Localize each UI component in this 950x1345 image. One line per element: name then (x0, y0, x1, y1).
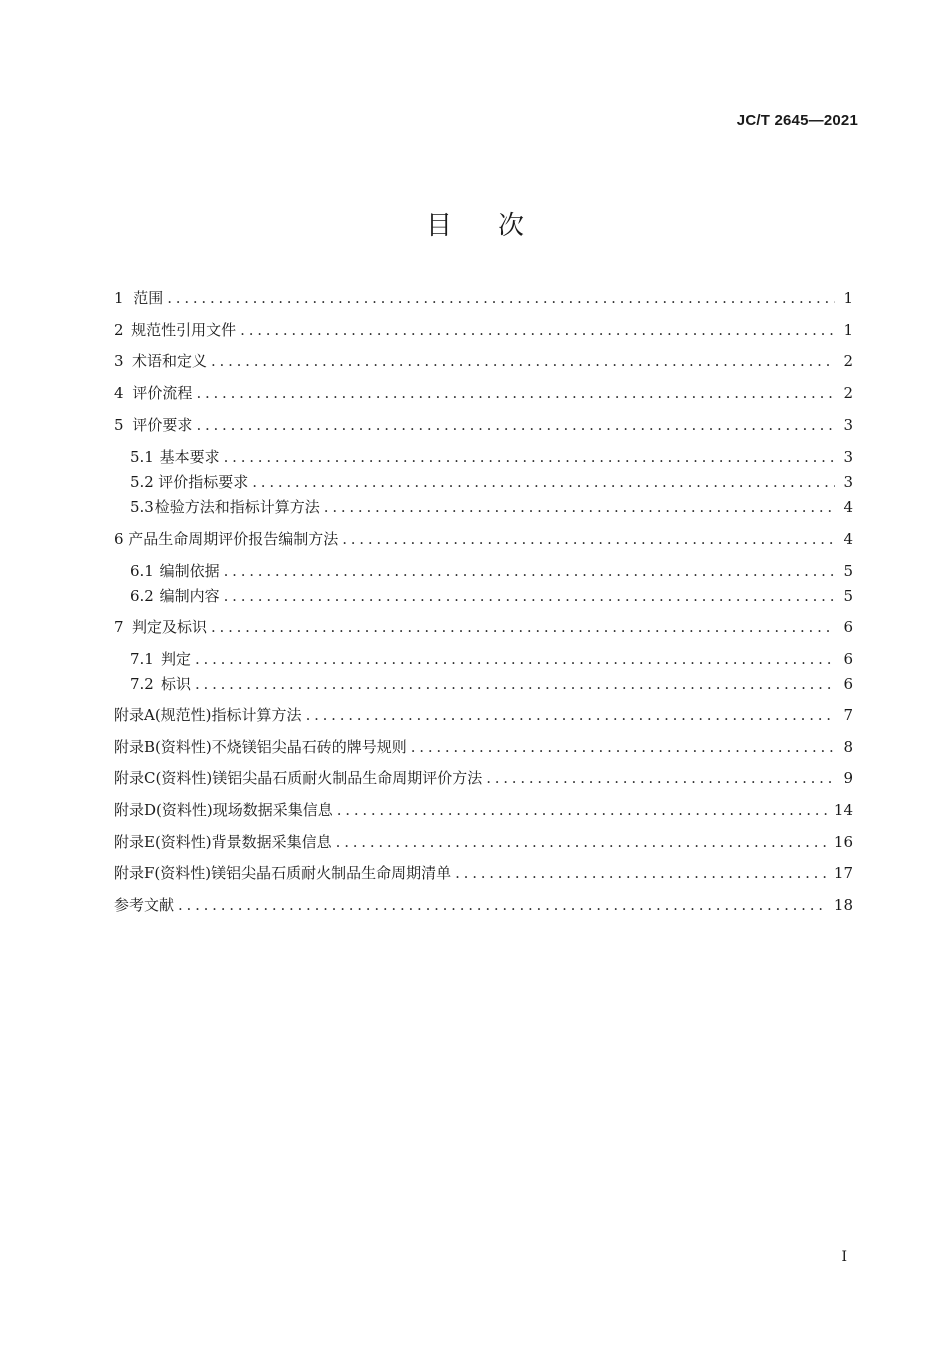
toc-page: 5 (843, 587, 853, 605)
toc-entry-2[interactable] (114, 318, 853, 342)
toc-entry-5-3[interactable] (114, 495, 853, 519)
toc-entry-5[interactable] (114, 413, 853, 437)
dot-leader (336, 830, 828, 854)
toc-number: 附录D(资料性) (114, 801, 213, 819)
toc-label: 现场数据采集信息 (212, 801, 333, 819)
toc-label: 镁铝尖晶石质耐火制品生命周期清单 (211, 864, 452, 882)
toc-number: 7.1 (130, 650, 154, 668)
toc-entry-appendix-e[interactable] (114, 830, 853, 854)
dot-leader (211, 615, 835, 639)
toc-label: 镁铝尖晶石质耐火制品生命周期评价方法 (212, 769, 483, 787)
dot-leader (195, 647, 835, 671)
toc-number: 6 (114, 530, 124, 548)
dot-leader (324, 495, 835, 519)
toc-label: 参考文献 (114, 896, 175, 914)
toc-page: 3 (843, 473, 853, 491)
dot-leader (252, 470, 835, 494)
dot-leader (306, 703, 835, 727)
toc-number: 附录E(资料性) (114, 833, 212, 851)
toc-entry-appendix-d[interactable] (114, 798, 853, 822)
toc-page: 6 (843, 675, 853, 693)
toc-label: 基本要求 (159, 448, 220, 466)
toc-number: 6.1 (130, 562, 154, 580)
toc-number: 2 (114, 321, 124, 339)
toc-number: 5 (114, 416, 124, 434)
toc-number: 附录C(资料性) (114, 769, 213, 787)
toc-label: 判定 (161, 650, 192, 668)
dot-leader (224, 559, 835, 583)
toc-entry-7-2[interactable] (114, 672, 853, 696)
toc-entry-6[interactable] (114, 527, 853, 551)
dot-leader (455, 861, 828, 885)
dot-leader (211, 349, 835, 373)
toc-page: 6 (843, 618, 853, 636)
dot-leader (411, 735, 835, 759)
toc-entry-6-2[interactable] (114, 584, 853, 608)
toc-label: 检验方法和指标计算方法 (154, 498, 320, 516)
toc-entry-appendix-a[interactable] (114, 703, 853, 727)
toc-label: 范围 (133, 289, 164, 307)
toc-page: 4 (843, 530, 853, 548)
toc-label: 规范性引用文件 (131, 321, 237, 339)
toc-page: 1 (843, 289, 853, 307)
toc-number: 附录A(规范性) (114, 706, 212, 724)
toc-page: 7 (843, 706, 853, 724)
toc-number: 附录F(资料性) (114, 864, 212, 882)
toc-page: 14 (833, 801, 853, 819)
toc-page: 2 (843, 384, 853, 402)
toc-entry-appendix-c[interactable] (114, 766, 853, 790)
dot-leader (196, 381, 835, 405)
toc-entry-4[interactable] (114, 381, 853, 405)
toc-entry-1[interactable] (114, 286, 853, 310)
toc-entry-3[interactable] (114, 349, 853, 373)
toc-page: 5 (843, 562, 853, 580)
toc-entry-6-1[interactable] (114, 559, 853, 583)
dot-leader (486, 766, 835, 790)
page-number: I (841, 1249, 847, 1265)
dot-leader (195, 672, 835, 696)
toc-label: 判定及标识 (132, 618, 208, 636)
toc-page: 16 (833, 833, 853, 851)
toc-number: 7.2 (130, 675, 154, 693)
toc-number: 7 (114, 618, 124, 636)
toc-entry-7-1[interactable] (114, 647, 853, 671)
toc-entry-7[interactable] (114, 615, 853, 639)
toc-page: 4 (843, 498, 853, 516)
dot-leader (196, 413, 835, 437)
toc-number: 6.2 (130, 587, 154, 605)
toc-number: 3 (114, 352, 124, 370)
toc-page: 1 (843, 321, 853, 339)
toc-page: 9 (843, 769, 853, 787)
dot-leader (240, 318, 835, 342)
toc-label: 评价流程 (132, 384, 193, 402)
dot-leader (224, 445, 835, 469)
toc-page: 6 (843, 650, 853, 668)
toc-entry-references[interactable] (114, 893, 853, 917)
toc-page: 2 (843, 352, 853, 370)
toc-number: 附录B(资料性) (114, 738, 212, 756)
toc-number: 5.1 (130, 448, 154, 466)
dot-leader (337, 798, 828, 822)
toc-label: 评价指标要求 (158, 473, 249, 491)
toc-label: 标识 (161, 675, 192, 693)
toc-entry-5-2[interactable] (114, 470, 853, 494)
toc-label: 背景数据采集信息 (211, 833, 332, 851)
toc-label: 产品生命周期评价报告编制方法 (128, 530, 339, 548)
toc-page: 3 (843, 448, 853, 466)
toc-entry-appendix-b[interactable] (114, 735, 853, 759)
toc-entry-5-1[interactable] (114, 445, 853, 469)
toc-number: 5.2 (130, 473, 154, 491)
toc-number: 1 (114, 289, 124, 307)
toc-label: 编制内容 (159, 587, 220, 605)
toc-label: 评价要求 (132, 416, 193, 434)
toc-page: 18 (833, 896, 853, 914)
dot-leader (224, 584, 835, 608)
dot-leader (178, 893, 828, 917)
toc-number: 5.3 (130, 498, 154, 516)
standard-code: JC/T 2645—2021 (736, 112, 858, 129)
toc-label: 术语和定义 (132, 352, 208, 370)
dot-leader (342, 527, 835, 551)
toc-label: 指标计算方法 (211, 706, 302, 724)
toc-page: 8 (843, 738, 853, 756)
toc-label: 不烧镁铝尖晶石砖的牌号规则 (211, 738, 407, 756)
dot-leader (167, 286, 835, 310)
toc-page: 17 (833, 864, 853, 882)
toc-number: 4 (114, 384, 124, 402)
page-title: 目次 (425, 211, 570, 241)
toc-label: 编制依据 (159, 562, 220, 580)
toc-page: 3 (843, 416, 853, 434)
toc-entry-appendix-f[interactable] (114, 861, 853, 885)
